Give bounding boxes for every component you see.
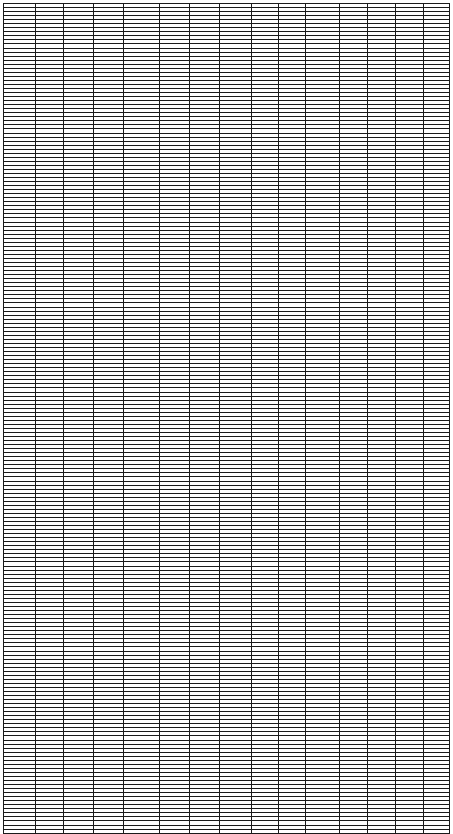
- table-cell: [160, 829, 190, 833]
- table-cell: [220, 829, 252, 833]
- table-cell: [64, 829, 94, 833]
- table-body: [4, 4, 450, 834]
- data-table: [3, 3, 450, 834]
- table-cell: [94, 829, 124, 833]
- table-cell: [190, 829, 220, 833]
- table-cell: [396, 829, 424, 833]
- table-cell: [368, 829, 396, 833]
- table-row: [4, 829, 450, 833]
- table-cell: [4, 829, 36, 833]
- table-cell: [252, 829, 279, 833]
- table-cell: [424, 829, 450, 833]
- table-cell: [36, 829, 64, 833]
- table-cell: [340, 829, 368, 833]
- table-cell: [279, 829, 306, 833]
- table-cell: [306, 829, 340, 833]
- table-cell: [124, 829, 160, 833]
